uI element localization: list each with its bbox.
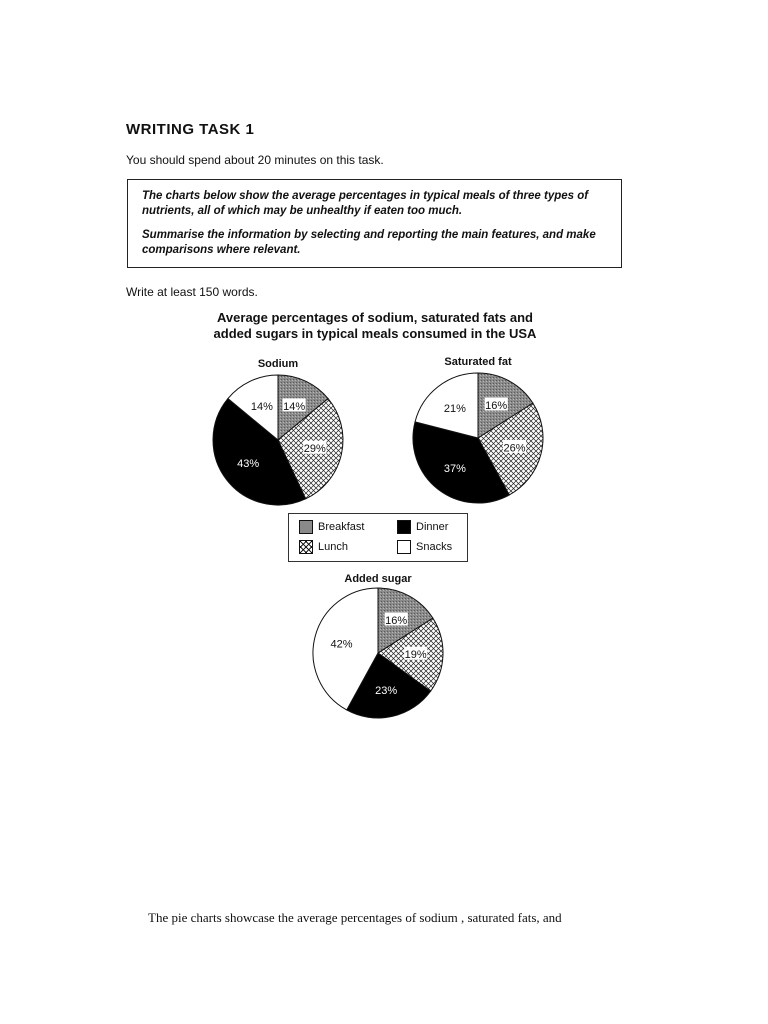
pie-value-label-lunch: 19% <box>404 649 427 662</box>
legend-label-snacks: Snacks <box>416 541 453 553</box>
time-instruction: You should spend about 20 minutes on this task. <box>126 153 384 167</box>
pie-value-label-lunch: 26% <box>503 442 526 455</box>
pie-value-label-breakfast: 16% <box>485 400 508 412</box>
pie-value-label-breakfast: 16% <box>385 615 408 627</box>
legend-item-snacks <box>397 540 452 554</box>
legend-label-lunch: Lunch <box>318 541 348 553</box>
legend <box>288 513 468 562</box>
legend-swatch-lunch <box>299 540 313 554</box>
pie-chart-added-sugar <box>306 586 450 720</box>
legend-label-dinner: Dinner <box>416 521 449 533</box>
pie-value-label-snacks: 42% <box>330 638 353 651</box>
word-count-instruction: Write at least 150 words. <box>126 285 258 299</box>
pie-chart-sodium <box>206 373 350 507</box>
pie-title-added-sugar: Added sugar <box>344 573 412 585</box>
charts-title <box>190 310 560 342</box>
legend-swatch-snacks <box>397 540 411 554</box>
legend-swatch-dinner <box>397 520 411 534</box>
task-summary-line: Summarise the information by selecting and reporting the main features, and make comparisons where relevant. <box>142 229 596 256</box>
pie-value-label-snacks: 14% <box>250 400 273 413</box>
pie-value-label-snacks: 21% <box>443 403 466 416</box>
charts-title-line1: Average percentages of sodium, saturated fats and <box>217 310 533 325</box>
legend-item-dinner <box>397 520 448 534</box>
pie-value-label-dinner: 37% <box>443 462 466 475</box>
essay-text: The pie charts showcase the average percentages of sodium , saturated fats, and <box>148 910 562 925</box>
pie-title-sodium: Sodium <box>257 358 299 370</box>
task-prompt-box <box>127 179 622 268</box>
pie-value-label-dinner: 23% <box>375 684 398 697</box>
legend-item-lunch <box>299 540 348 554</box>
pie-value-label-dinner: 43% <box>237 458 260 471</box>
task-title: WRITING TASK 1 <box>126 121 255 138</box>
pie-value-label-lunch: 29% <box>303 443 326 456</box>
legend-swatch-breakfast <box>299 520 313 534</box>
charts-title-line2: added sugars in typical meals consumed in the USA <box>213 326 537 341</box>
pie-chart-saturated-fat <box>406 371 550 505</box>
pie-title-saturated-fat: Saturated fat <box>444 356 512 368</box>
pie-value-label-breakfast: 14% <box>283 400 306 413</box>
legend-label-breakfast: Breakfast <box>318 521 365 533</box>
task-prompt-line: The charts below show the average percentages in typical meals of three types of nutrients, all of which may be unhealthy if eaten too much. <box>142 190 589 217</box>
legend-item-breakfast <box>299 520 364 534</box>
